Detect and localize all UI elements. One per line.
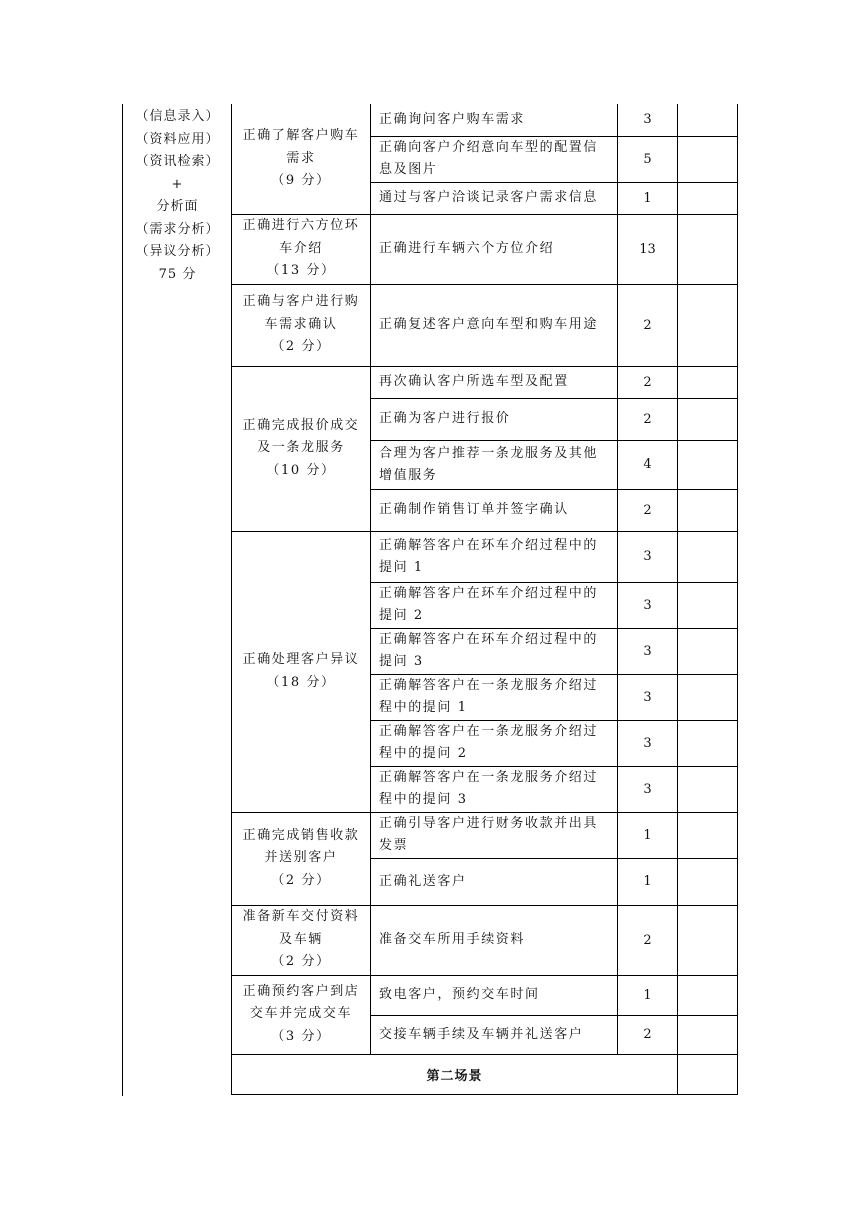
points-cell: 2 bbox=[618, 905, 678, 975]
points-cell: 1 bbox=[618, 812, 678, 858]
criterion-category-line: （2 分） bbox=[271, 872, 331, 888]
section-header-row bbox=[232, 1054, 738, 1094]
score-entry-cell bbox=[678, 766, 738, 812]
score-entry-cell bbox=[678, 812, 738, 858]
points-cell: 3 bbox=[618, 531, 678, 582]
score-entry-cell bbox=[678, 858, 738, 905]
score-entry-cell bbox=[678, 720, 738, 766]
criterion-category-line: 车介绍 bbox=[279, 240, 323, 256]
criterion-item-cell: 正确解答客户在一条龙服务介绍过程中的提问 2 bbox=[371, 720, 618, 766]
left-line: （信息录入） bbox=[135, 109, 220, 124]
table-row bbox=[232, 905, 738, 975]
criterion-category-line: 及车辆 bbox=[279, 931, 323, 947]
left-category-column bbox=[122, 104, 232, 1096]
criterion-category-line: 及一条龙服务 bbox=[257, 440, 345, 456]
criterion-category-line: （3 分） bbox=[271, 1028, 331, 1044]
criterion-item-cell: 正确解答客户在环车介绍过程中的提问 2 bbox=[371, 582, 618, 628]
criterion-item-cell: 正确解答客户在环车介绍过程中的提问 1 bbox=[371, 531, 618, 582]
score-entry-cell bbox=[678, 284, 738, 366]
score-entry-cell bbox=[678, 1015, 738, 1054]
criterion-category-cell bbox=[232, 812, 371, 905]
points-cell: 1 bbox=[618, 182, 678, 214]
criterion-category-line: 需求 bbox=[286, 150, 316, 166]
points-cell: 5 bbox=[618, 136, 678, 182]
points-cell: 2 bbox=[618, 489, 678, 531]
points-cell: 3 bbox=[618, 628, 678, 674]
criterion-category-cell bbox=[232, 104, 371, 214]
score-entry-cell bbox=[678, 905, 738, 975]
criterion-item-cell: 通过与客户洽谈记录客户需求信息 bbox=[371, 182, 618, 214]
criterion-category-line: 正确与客户进行购 bbox=[242, 294, 360, 310]
criterion-category-line: （9 分） bbox=[271, 173, 331, 188]
score-entry-cell bbox=[678, 104, 738, 136]
criterion-category-line: 正确完成报价成交 bbox=[242, 417, 360, 433]
score-entry-cell bbox=[678, 1054, 738, 1094]
table-row bbox=[232, 104, 738, 136]
score-entry-cell bbox=[678, 136, 738, 182]
criterion-category-cell bbox=[232, 975, 371, 1054]
criterion-category-cell bbox=[232, 531, 371, 812]
points-cell: 3 bbox=[618, 104, 678, 136]
criterion-category-cell bbox=[232, 366, 371, 531]
section-title: 第二场景 bbox=[232, 1054, 678, 1094]
criterion-category-cell bbox=[232, 905, 371, 975]
scoring-table-body bbox=[232, 104, 738, 1094]
criterion-category-line: 正确进行六方位环 bbox=[242, 218, 360, 234]
criterion-item-cell: 正确解答客户在环车介绍过程中的提问 3 bbox=[371, 628, 618, 674]
left-line: 分析面 bbox=[156, 199, 199, 214]
points-cell: 3 bbox=[618, 582, 678, 628]
criterion-item-cell: 正确制作销售订单并签字确认 bbox=[371, 489, 618, 531]
left-line: （资讯检索） bbox=[135, 154, 220, 169]
left-line: （资料应用） bbox=[135, 131, 220, 147]
criterion-item-cell: 正确引导客户进行财务收款并出具发票 bbox=[371, 812, 618, 858]
criterion-item-cell: 正确解答客户在一条龙服务介绍过程中的提问 3 bbox=[371, 766, 618, 812]
scoring-table bbox=[231, 104, 738, 1095]
left-line: + bbox=[171, 176, 184, 192]
score-entry-cell bbox=[678, 214, 738, 284]
criterion-item-cell: 交接车辆手续及车辆并礼送客户 bbox=[371, 1015, 618, 1054]
score-entry-cell bbox=[678, 582, 738, 628]
left-category-text bbox=[123, 106, 232, 286]
points-cell: 4 bbox=[618, 440, 678, 489]
score-entry-cell bbox=[678, 440, 738, 489]
criterion-item-cell: 正确为客户进行报价 bbox=[371, 398, 618, 440]
criterion-category-cell bbox=[232, 214, 371, 284]
score-entry-cell bbox=[678, 674, 738, 720]
criterion-item-cell: 正确礼送客户 bbox=[371, 858, 618, 905]
score-entry-cell bbox=[678, 531, 738, 582]
table-row bbox=[232, 812, 738, 858]
points-cell: 1 bbox=[618, 975, 678, 1015]
points-cell: 2 bbox=[618, 398, 678, 440]
criterion-category-line: （18 分） bbox=[266, 674, 336, 690]
criterion-category-line: 正确处理客户异议 bbox=[242, 652, 360, 667]
criterion-category-line: （2 分） bbox=[271, 339, 331, 355]
left-line: 75 分 bbox=[158, 266, 197, 282]
criterion-category-line: 交车并完成交车 bbox=[249, 1006, 353, 1022]
score-entry-cell bbox=[678, 366, 738, 398]
points-cell: 13 bbox=[618, 214, 678, 284]
criterion-category-line: 准备新车交付资料 bbox=[242, 909, 360, 925]
criterion-item-cell: 正确向客户介绍意向车型的配置信息及图片 bbox=[371, 136, 618, 182]
criterion-category-line: 正确了解客户购车 bbox=[242, 128, 360, 143]
criterion-item-cell: 合理为客户推荐一条龙服务及其他增值服务 bbox=[371, 440, 618, 489]
table-row bbox=[232, 214, 738, 284]
criterion-item-cell: 再次确认客户所选车型及配置 bbox=[371, 366, 618, 398]
points-cell: 3 bbox=[618, 674, 678, 720]
criterion-item-cell: 致电客户，预约交车时间 bbox=[371, 975, 618, 1015]
table-row bbox=[232, 975, 738, 1015]
score-entry-cell bbox=[678, 975, 738, 1015]
criterion-item-cell: 正确进行车辆六个方位介绍 bbox=[371, 214, 618, 284]
points-cell: 2 bbox=[618, 284, 678, 366]
criterion-category-line: 正确预约客户到店 bbox=[242, 983, 360, 999]
left-line: （异议分析） bbox=[135, 244, 220, 259]
criterion-category-line: 并送别客户 bbox=[264, 850, 338, 866]
criterion-category-line: （2 分） bbox=[271, 954, 331, 970]
criterion-category-cell bbox=[232, 284, 371, 366]
score-entry-cell bbox=[678, 182, 738, 214]
table-row bbox=[232, 366, 738, 398]
criterion-item-cell: 准备交车所用手续资料 bbox=[371, 905, 618, 975]
points-cell: 2 bbox=[618, 1015, 678, 1054]
criterion-item-cell: 正确解答客户在一条龙服务介绍过程中的提问 1 bbox=[371, 674, 618, 720]
points-cell: 1 bbox=[618, 858, 678, 905]
criterion-category-line: （10 分） bbox=[266, 462, 336, 478]
criterion-category-line: 正确完成销售收款 bbox=[242, 827, 360, 843]
left-line: （需求分析） bbox=[135, 221, 220, 237]
points-cell: 3 bbox=[618, 766, 678, 812]
criterion-item-cell: 正确复述客户意向车型和购车用途 bbox=[371, 284, 618, 366]
score-entry-cell bbox=[678, 628, 738, 674]
score-entry-cell bbox=[678, 489, 738, 531]
points-cell: 2 bbox=[618, 366, 678, 398]
criterion-category-line: 车需求确认 bbox=[264, 316, 338, 332]
table-row bbox=[232, 284, 738, 366]
table-row bbox=[232, 531, 738, 582]
criterion-category-line: （13 分） bbox=[266, 263, 336, 279]
criterion-item-cell: 正确询问客户购车需求 bbox=[371, 104, 618, 136]
score-entry-cell bbox=[678, 398, 738, 440]
points-cell: 3 bbox=[618, 720, 678, 766]
